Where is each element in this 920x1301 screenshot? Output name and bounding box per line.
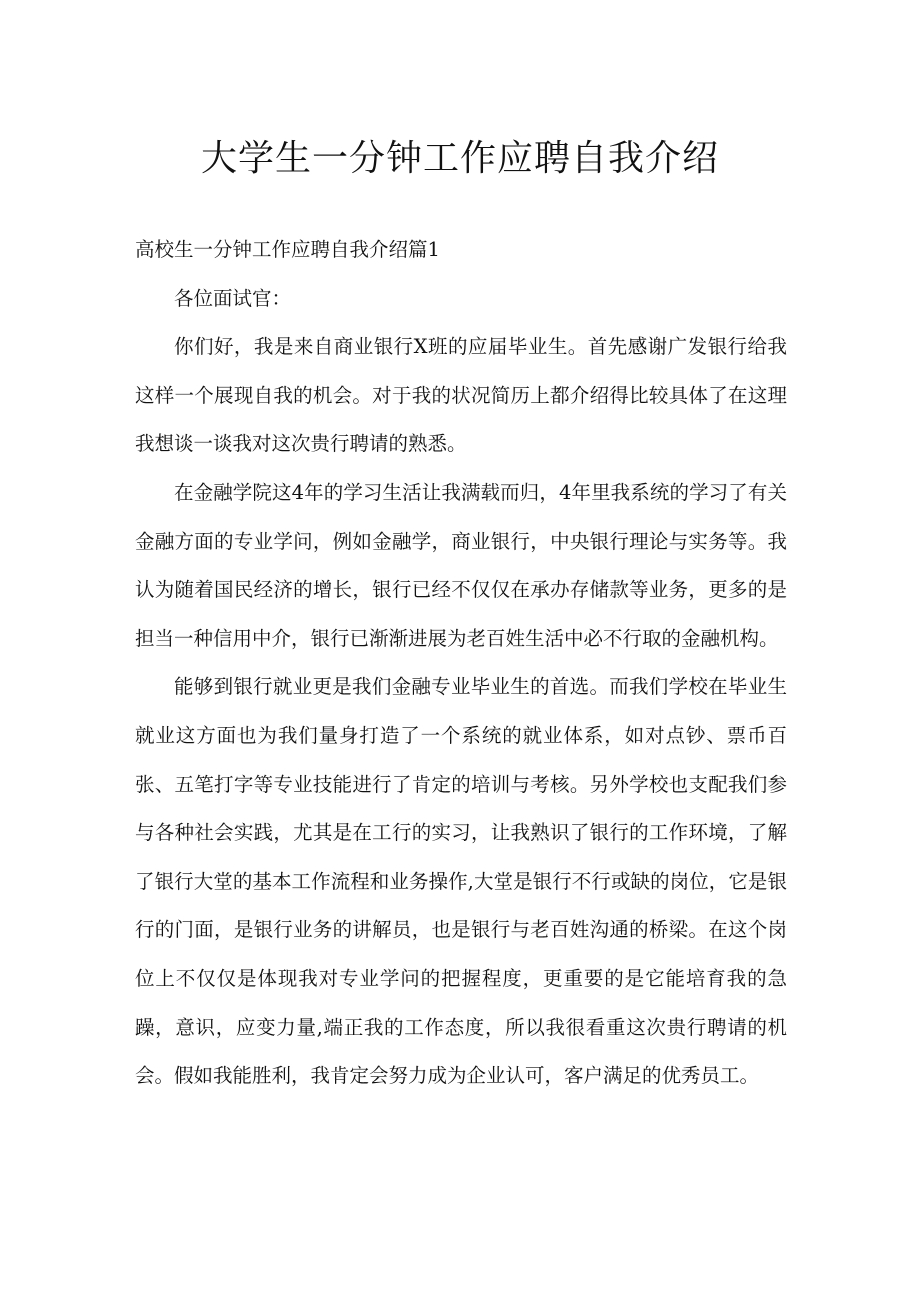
- section-heading: 高校生一分钟工作应聘自我介绍篇1: [135, 238, 440, 261]
- document-body: [135, 226, 787, 1101]
- career-paragraph: 能够到银行就业更是我们金融专业毕业生的首选。而我们学校在毕业生就业这方面也为我们量身打造了一个系统的就业体系，如对点钞、票币百张、五笔打字等专业技能进行了肯定的培训与考核。另外学校也支配我们参与各种社会实践，尤其是在工行的实习，让我熟识了银行的工作环境，了解了银行大堂的基本工作流程和业务操作,大堂是银行不行或缺的岗位，它是银行的门面，是银行业务的讲解员，也是银行与老百姓沟通的桥梁。在这个岗位上不仅仅是体现我对专业学问的把握程度，更重要的是它能培育我的急躁，意识，应变力量,端正我的工作态度，所以我很看重这次贵行聘请的机会。假如我能胜利，我肯定会努力成为企业认可，客户满足的优秀员工。: [135, 675, 787, 1088]
- salutation-paragraph: 各位面试官：: [174, 286, 292, 310]
- study-paragraph: 在金融学院这4年的学习生活让我满载而归，4年里我系统的学习了有关金融方面的专业学问，例如金融学，商业银行，中央银行理论与实务等。我认为随着国民经济的增长，银行已经不仅仅在承办存储款等业务，更多的是担当一种信用中介，银行已渐渐进展为老百姓生活中必不行取的金融机构。: [135, 480, 787, 650]
- document-title: 大学生一分钟工作应聘自我介绍: [200, 138, 719, 179]
- intro-paragraph: 你们好，我是来自商业银行X班的应届毕业生。首先感谢广发银行给我这样一个展现自我的机会。对于我的状况简历上都介绍得比较具体了在这理我想谈一谈我对这次贵行聘请的熟悉。: [135, 335, 787, 456]
